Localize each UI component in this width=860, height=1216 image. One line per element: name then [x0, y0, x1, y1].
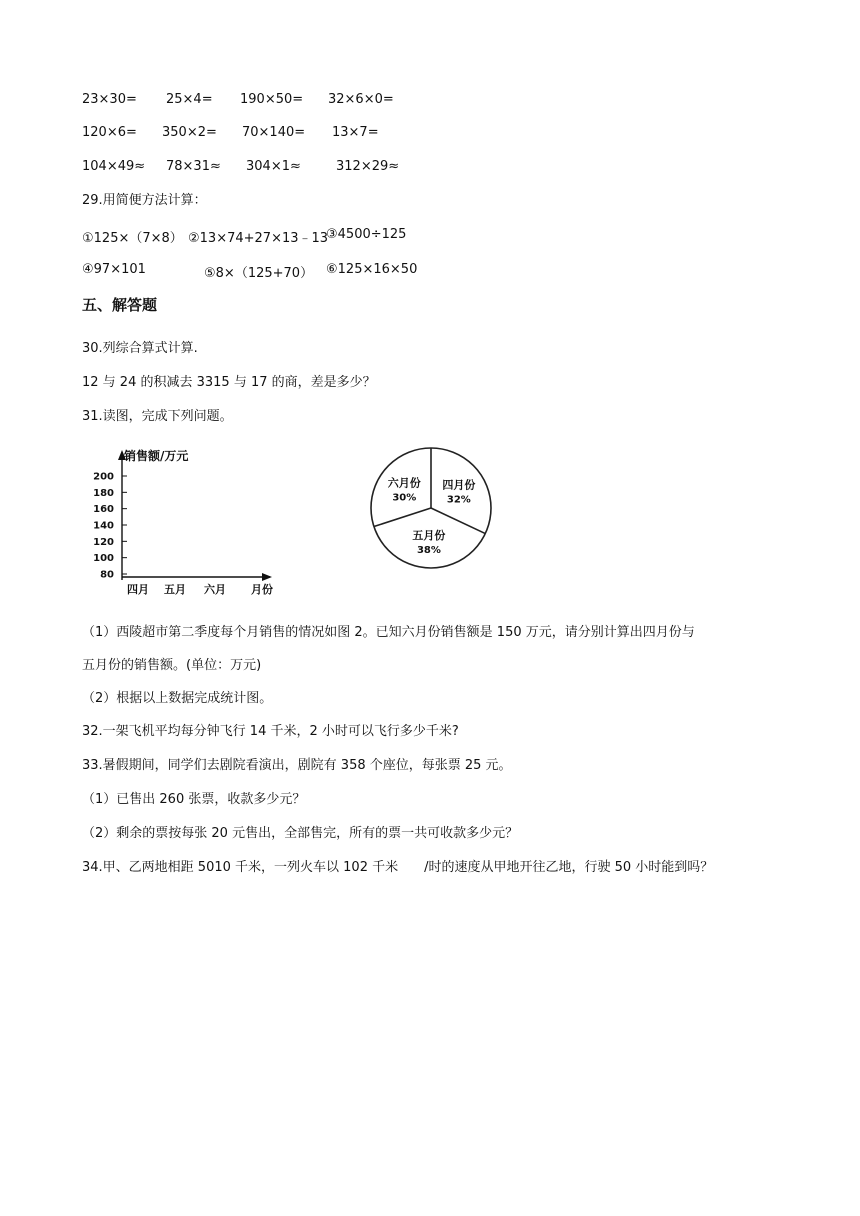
q29-item: ④97×101	[82, 262, 146, 277]
y-tick-label: 140	[93, 520, 114, 532]
q29-item: ①125×（7×8）	[82, 231, 183, 246]
oral-calc-item: 78×31≈	[166, 159, 221, 174]
pie-chart	[366, 428, 496, 588]
y-tick-label: 200	[93, 471, 114, 483]
q33-sub2: （2）剩余的票按每张 20 元售出，全部售完，所有的票一共可收款多少元？	[82, 826, 519, 841]
y-tick-label: 100	[93, 553, 114, 565]
q34-text-a: 34.甲、乙两地相距 5010 千米，一列火车以 102 千米	[82, 860, 399, 875]
oral-calc-item: 120×6=	[82, 125, 137, 140]
pie-slice-label: 四月份	[442, 478, 476, 492]
oral-calc-item: 23×30=	[82, 92, 137, 107]
x-tick-label: 五月	[164, 583, 186, 596]
oral-calc-item: 104×49≈	[82, 159, 146, 174]
pie-slice-label: 五月份	[412, 528, 446, 542]
pie-slice-value: 30%	[392, 492, 417, 504]
q30-text: 12 与 24 的积减去 3315 与 17 的商，差是多少？	[82, 375, 376, 390]
q34-text-b: /时的速度从甲地开往乙地，行驶 50 小时能到吗？	[424, 860, 714, 875]
q32-text: 32.一架飞机平均每分钟飞行 14 千米，2 小时可以飞行多少千米?	[82, 724, 459, 739]
oral-calc-item: 312×29≈	[336, 159, 400, 174]
q29-item: ②13×74+27×13﹣13	[188, 231, 329, 246]
q29-item: ③4500÷125	[326, 227, 407, 242]
section-heading: 五、解答题	[82, 296, 158, 314]
q31-sub1-line2: 五月份的销售额。(单位：万元)	[82, 658, 262, 673]
q29-item: ⑥125×16×50	[326, 262, 418, 277]
chart-title: 销售额/万元	[124, 449, 189, 463]
x-axis-arrow	[262, 573, 272, 581]
oral-calc-item: 350×2=	[162, 125, 217, 140]
q31-sub1-line1: （1）西陵超市第二季度每个月销售的情况如图 2。已知六月份销售额是 150 万元，请分别计算出四月份与	[82, 625, 695, 640]
oral-calc-item: 190×50=	[240, 92, 304, 107]
oral-calc-item: 304×1≈	[246, 159, 301, 174]
y-tick-label: 160	[93, 504, 114, 516]
oral-calc-item: 70×140=	[242, 125, 306, 140]
q29-title: 29.用简便方法计算：	[82, 193, 207, 208]
oral-calc-item: 13×7=	[332, 125, 379, 140]
x-tick-label: 六月	[204, 583, 226, 596]
y-tick-label: 80	[100, 569, 114, 581]
y-tick-label: 180	[93, 487, 114, 499]
oral-calc-item: 25×4=	[166, 92, 213, 107]
y-tick-label: 120	[93, 536, 114, 548]
q30-title: 30.列综合算式计算.	[82, 341, 198, 356]
line-chart	[82, 440, 302, 600]
oral-calc-item: 32×6×0=	[328, 92, 394, 107]
q34-text	[82, 859, 713, 877]
x-tick-label: 四月	[127, 583, 149, 596]
pie-slice-value: 38%	[416, 544, 441, 556]
pie-slice-label: 六月份	[387, 476, 421, 490]
q29-item: ⑤8×（125+70）	[204, 266, 314, 281]
q33-text: 33.暑假期间，同学们去剧院看演出，剧院有 358 个座位，每张票 25 元。	[82, 758, 512, 773]
x-axis-label: 月份	[251, 583, 273, 596]
pie-slice-value: 32%	[446, 494, 471, 506]
q31-sub2: （2）根据以上数据完成统计图。	[82, 691, 273, 706]
q33-sub1: （1）已售出 260 张票，收款多少元？	[82, 792, 306, 807]
q31-title: 31.读图，完成下列问题。	[82, 409, 233, 424]
